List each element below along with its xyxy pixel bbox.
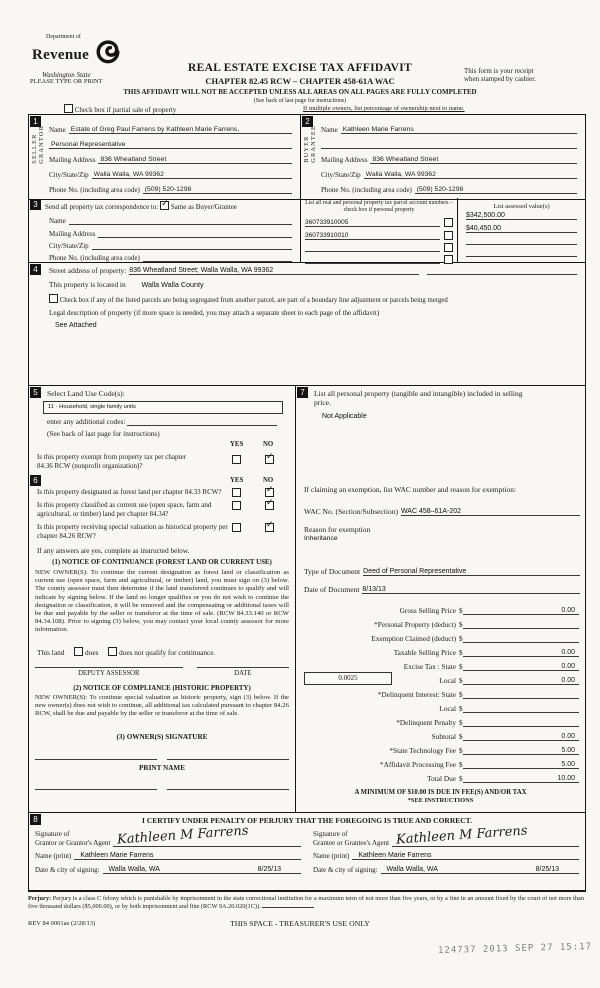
continuance-body: NEW OWNER(S): To continue the current designation as forest land or classification as current use (open space, farm and agricultural, or timber) land, you must sign on (3) below. The county assessor must then determine if the land transferred continues to qualify and will indicate by signing below. If the land no longer qualifies or you do not wish to continue the designation or classification, it will be removed and the compensating or additional taxes will be due and payable by the seller or transferor at the time of sale. (RCW 84.33.140 or RCW 84.34.108). Prior to signing (3) below, you may contact your local county assessor for more information.	[35, 569, 289, 634]
fee-value[interactable]: 0.00	[463, 607, 579, 615]
seller-mailing-value[interactable]: 836 Wheatland Street	[98, 156, 292, 164]
sec5-yes-header: YES	[230, 441, 244, 448]
cashier-stamp: 124737 2013 SEP 27 15:17	[437, 941, 593, 957]
assessed-header: List assessed value(s)	[493, 203, 550, 210]
fee-label: *Delinquent Interest: State	[377, 690, 456, 699]
section-3-marker: 3	[30, 199, 41, 210]
section-1-marker: 1	[30, 116, 41, 127]
owner-signature-line-2[interactable]	[167, 759, 289, 760]
perjury-note	[28, 895, 584, 911]
assessed-value-3[interactable]	[466, 244, 577, 245]
fee-row-delinq-local	[296, 699, 585, 713]
perjury-trailing-line	[262, 907, 314, 908]
fee-value[interactable]: 0.00	[463, 677, 579, 685]
perjury-text: Perjury is a class C felony which is punishable by imprisonment in the state correctional institution for a maximum term of not more than five years, or by a fine in an amount fixed by the court of not more than five thousand dollars ($5,000.00), or by both imprisonment and fine (RCW 9A.20.020(1C)).	[28, 895, 584, 910]
partial-sale-checkbox[interactable]	[64, 104, 73, 113]
date-label: DATE	[234, 670, 252, 677]
buyer-block	[301, 115, 585, 199]
fee-row-excise-state	[296, 657, 585, 671]
fee-value[interactable]: 5.00	[463, 747, 579, 755]
parcel-header: List all real and personal property tax parcel account numbers – check box if personal property	[305, 200, 453, 213]
fee-row-total-due	[296, 769, 585, 783]
dollar-sign: $	[459, 760, 463, 769]
grantor-city-value: Walla Walla, WA	[108, 866, 160, 873]
forest-land-question	[37, 488, 299, 497]
seller-name-label: Name	[49, 126, 66, 134]
logo-revenue-text: Revenue	[32, 47, 90, 63]
located-in-value[interactable]: Walla Walla County	[141, 280, 204, 289]
exempt-yes-checkbox[interactable]	[232, 455, 241, 464]
dor-swirl-icon	[93, 40, 123, 71]
fee-row-taxable	[296, 643, 585, 657]
perjury-bold: Perjury:	[28, 895, 52, 902]
reason-exemption-label: Reason for exemption	[304, 525, 371, 534]
compliance-title: (2) NOTICE OF COMPLIANCE (HISTORIC PROPERTY)	[73, 685, 251, 692]
header-warning: THIS AFFIDAVIT WILL NOT BE ACCEPTED UNLESS ALL AREAS ON ALL PAGES ARE FULLY COMPLETED	[123, 88, 477, 96]
grantor-signature-line[interactable]	[113, 823, 301, 848]
fee-row-tech-fee	[296, 741, 585, 755]
s3-phone-label: Phone No. (including area code)	[49, 254, 140, 262]
fee-table	[296, 601, 585, 783]
seller-name-value2[interactable]: Personal Representative	[49, 141, 292, 149]
deputy-assessor-signature-line[interactable]	[35, 667, 183, 668]
parcel-2-personal-checkbox[interactable]	[444, 231, 453, 240]
fee-value[interactable]: 5.00	[463, 761, 579, 769]
see-instructions-note: *SEE INSTRUCTIONS	[407, 797, 474, 804]
dollar-sign: $	[459, 690, 463, 699]
dollar-sign: $	[459, 634, 463, 643]
fee-row-gross	[296, 601, 585, 615]
land-use-column	[29, 385, 296, 812]
grantee-sig-label-2: Grantee or Grantee's Agent	[313, 838, 390, 847]
sec6-no-header: NO	[263, 477, 274, 484]
owners-signature-title: (3) OWNER(S) SIGNATURE	[116, 733, 208, 741]
fee-row-personal-prop	[296, 615, 585, 629]
s3-name-label: Name	[49, 217, 66, 225]
sec6-yes-header: YES	[230, 477, 244, 484]
fee-row-penalty	[296, 713, 585, 727]
parties-section	[28, 114, 586, 200]
grantor-sig-label-2: Grantor or Grantor's Agent	[35, 838, 111, 847]
receipt-note-line1: This form is your receipt	[464, 67, 534, 75]
form-title: REAL ESTATE EXCISE TAX AFFIDAVIT	[188, 62, 412, 74]
fee-label: *Personal Property (deduct)	[374, 620, 456, 629]
segregated-checkbox[interactable]	[49, 294, 58, 303]
same-as-buyer-checkbox[interactable]	[160, 201, 169, 210]
s3-city-value[interactable]	[92, 249, 292, 250]
dollar-sign: $	[459, 662, 463, 671]
grantor-name-value[interactable]: Kathleen Marie Farrens	[74, 852, 301, 860]
print-name-line-2[interactable]	[167, 789, 289, 790]
assessed-value-1[interactable]: $342,500.00	[466, 212, 577, 220]
forest-no-checkbox[interactable]	[265, 488, 274, 497]
fee-row-delinq-state	[296, 685, 585, 699]
dollar-sign: $	[459, 648, 463, 657]
buyer-mailing-label: Mailing Address	[321, 156, 368, 164]
located-in-label: This property is located in	[49, 280, 126, 289]
grantee-name-label: Name (print)	[313, 852, 350, 860]
dollar-sign: $	[459, 732, 463, 741]
tax-correspondence-section	[28, 198, 586, 263]
logo-state-line: Washington State	[42, 71, 91, 79]
dollar-sign: $	[459, 676, 463, 685]
section-7-marker: 7	[297, 387, 308, 398]
correspondence-label: Send all property tax correspondence to:	[45, 203, 159, 211]
dollar-sign: $	[459, 746, 463, 755]
wac-label: WAC No. (Section/Subsection)	[304, 507, 398, 516]
land-use-select[interactable]	[43, 401, 283, 414]
fee-row-processing-fee	[296, 755, 585, 769]
seller-phone-label: Phone No. (including area code)	[49, 186, 140, 194]
middle-section	[28, 385, 586, 813]
fee-label: Taxable Selling Price	[393, 648, 456, 657]
grantor-word: GRANTOR	[38, 125, 45, 164]
treasurer-use-label: THIS SPACE - TREASURER'S USE ONLY	[230, 919, 370, 928]
legal-description-value[interactable]: See Attached	[55, 322, 97, 329]
fee-label: Local	[439, 704, 456, 713]
dollar-sign: $	[459, 704, 463, 713]
compliance-body: NEW OWNER(S): To continue special valuation as historic property, sign (3) below. If the new owner(s) does not wish to continue, all additional tax calculated pursuant to chapter 84.26 RCW, shall be due and payable by the seller or transferor at the time of sale.	[35, 694, 289, 718]
see-back-note: (See back of last page for instructions)	[253, 98, 347, 104]
s3-mailing-value[interactable]	[98, 237, 292, 238]
continuance-qualify-line	[37, 647, 215, 657]
fee-label: Exemption Claimed (deduct)	[371, 634, 456, 643]
current-use-yes-checkbox[interactable]	[232, 501, 241, 510]
fee-label: *Delinquent Penalty	[396, 718, 456, 727]
fee-label: Gross Selling Price	[399, 606, 456, 615]
parcel-1-personal-checkbox[interactable]	[444, 218, 453, 227]
dollar-sign: $	[459, 718, 463, 727]
correspondence-block	[29, 198, 301, 262]
seller-side-label	[31, 125, 45, 164]
section-2-marker: 2	[302, 116, 313, 127]
parcel-3-personal-checkbox[interactable]	[444, 243, 453, 252]
if-yes-note: If any answers are yes, complete as instructed below.	[37, 547, 190, 555]
fee-row-local	[296, 671, 585, 685]
grantee-signature-line[interactable]	[392, 823, 579, 848]
additional-codes-label: enter any additional codes:	[47, 417, 126, 426]
land-use-label: Select Land Use Code(s):	[47, 389, 125, 398]
owner-signature-line-1[interactable]	[35, 759, 157, 760]
grantor-signature-block	[35, 823, 301, 874]
parcel-number-1[interactable]: 360733910005	[305, 219, 440, 227]
seller-block	[29, 115, 301, 199]
legal-description-label: Legal description of property (if more space is needed, you may attach a separate sheet to each page of the affidavit)	[49, 309, 380, 317]
historical-question	[37, 523, 299, 540]
this-land-label: This land	[37, 648, 65, 657]
fee-label: Subtotal	[431, 732, 456, 741]
assessed-value-2[interactable]: $40,450.00	[466, 225, 577, 233]
personal-property-label-1: List all personal property (tangible and intangible) included in selling	[314, 389, 523, 398]
grantee-word: GRANTEE	[310, 125, 317, 163]
dollar-sign: $	[459, 774, 463, 783]
buyer-name-value[interactable]: Kathleen Marie Farrens	[341, 126, 577, 134]
doc-date-label: Date of Document	[304, 585, 360, 594]
certification-section	[28, 812, 586, 892]
same-as-buyer-label: Same as Buyer/Grantee	[170, 203, 237, 211]
seller-city-value[interactable]: Walla Walla, WA 99362	[92, 171, 292, 179]
dollar-sign: $	[459, 620, 463, 629]
fee-label: Local	[439, 676, 456, 685]
doc-type-value[interactable]: Deed of Personal Representative	[363, 568, 580, 576]
grantee-date-label: Date & city of signing:	[313, 866, 378, 874]
does-label: does	[85, 648, 99, 657]
s3-mailing-label: Mailing Address	[49, 230, 96, 238]
certify-statement: I CERTIFY UNDER PENALTY OF PERJURY THAT THE FOREGOING IS TRUE AND CORRECT.	[141, 816, 472, 825]
current-use-no-checkbox[interactable]	[265, 501, 274, 510]
seller-mailing-label: Mailing Address	[49, 156, 96, 164]
fee-value[interactable]: 0.00	[463, 649, 579, 657]
receipt-note-line2: when stamped by cashier.	[464, 75, 536, 83]
historical-no-checkbox[interactable]	[265, 523, 274, 532]
does-checkbox[interactable]	[74, 647, 83, 656]
wac-value[interactable]: WAC 458–61A-202	[401, 508, 580, 516]
see-back-note-2: (See back of last page for instructions)	[47, 429, 160, 438]
buyer-mailing-value[interactable]: 836 Wheatland Street	[370, 156, 577, 164]
grantor-name-label: Name (print)	[35, 852, 72, 860]
local-rate-box: 0.0025	[304, 672, 392, 685]
grantor-signature: Kathleen M Farrens	[116, 823, 250, 848]
grantee-date-line[interactable]	[381, 866, 579, 874]
grantee-sig-label-1: Signature of	[313, 830, 348, 838]
partial-sale-label: Check box if partial sale of property	[74, 106, 177, 114]
personal-property-value[interactable]: Not Applicable	[322, 413, 367, 420]
chapter-line: CHAPTER 82.45 RCW – CHAPTER 458-61A WAC	[205, 76, 395, 86]
minimum-fee-note: A MINIMUM OF $10.00 IS DUE IN FEE(S) AND/OR TAX	[354, 789, 527, 796]
current-use-text: Is this property classified as current use (open space, farm and agricultural, or timber) land per chapter 84.34?	[37, 501, 212, 518]
grantor-date-label: Date & city of signing:	[35, 866, 100, 874]
dollar-sign: $	[459, 606, 463, 615]
street-address-value[interactable]: 836 Wheatland Street; Walla Walla, WA 99362	[129, 267, 419, 275]
grantee-signature: Kathleen M Farrens	[395, 823, 529, 848]
grantee-date-value: 8/25/13	[535, 866, 559, 873]
parcel-numbers-block	[301, 198, 458, 262]
exempt-question-line2: 84.36 RCW (nonprofit organization)?	[37, 461, 143, 470]
type-or-print-note: PLEASE TYPE OR PRINT	[30, 78, 103, 85]
exempt-question	[37, 453, 299, 470]
s3-city-label: City/State/Zip	[49, 242, 89, 250]
buyer-name-value2[interactable]	[321, 148, 577, 149]
grantor-date-line[interactable]	[103, 866, 301, 874]
exempt-no-checkbox[interactable]	[265, 455, 274, 464]
property-address-section	[28, 262, 586, 386]
buyer-word: BUYER	[303, 135, 310, 163]
buyer-side-label	[303, 125, 317, 163]
grantee-signature-block	[313, 823, 579, 874]
sec5-no-header: NO	[263, 441, 274, 448]
s3-name-value[interactable]	[69, 224, 292, 225]
section-8-marker: 8	[30, 814, 41, 825]
personal-property-label-2: price.	[314, 398, 331, 407]
print-name-label: PRINT NAME	[139, 764, 185, 772]
seller-city-label: City/State/Zip	[49, 171, 89, 179]
seller-name-value[interactable]: Estate of Greg Paul Farrens by Kathleen Marie Farrens,	[69, 126, 292, 134]
grantor-sig-label-1: Signature of	[35, 830, 70, 838]
street-address-label: Street address of property:	[49, 266, 127, 275]
deputy-assessor-label: DEPUTY ASSESSOR	[78, 670, 140, 677]
fee-label: *State Technology Fee	[389, 746, 456, 755]
historical-yes-checkbox[interactable]	[232, 523, 241, 532]
fee-row-subtotal	[296, 727, 585, 741]
does-not-label: does not qualify for continuance.	[119, 648, 216, 657]
section-5-marker: 5	[30, 387, 41, 398]
buyer-city-value[interactable]: Walla Walla, WA 99362	[364, 171, 577, 179]
section-6-marker: 6	[30, 475, 41, 486]
tax-computation-column	[296, 385, 585, 812]
doc-type-label: Type of Document	[304, 567, 361, 576]
print-name-line-1[interactable]	[35, 789, 157, 790]
buyer-city-label: City/State/Zip	[321, 171, 361, 179]
exempt-question-line1: Is this property exempt from property tax per chapter	[37, 453, 186, 461]
grantor-date-value: 8/25/13	[257, 866, 281, 873]
deputy-date-line[interactable]	[197, 667, 289, 668]
segregated-label: Check box if any of the listed parcels are being segregated from another parcel, are part of a boundary line adjustment or parcels being merged	[59, 297, 448, 304]
fee-value[interactable]: 10.00	[463, 775, 579, 783]
historical-text: Is this property receiving special valuation as historical property per chapter 84.26 RCW?	[37, 523, 228, 540]
assessed-value-4[interactable]	[466, 256, 577, 257]
does-not-checkbox[interactable]	[108, 647, 117, 656]
land-use-value: 11 - Household, single family units	[48, 404, 136, 410]
forest-yes-checkbox[interactable]	[232, 488, 241, 497]
parcel-number-2[interactable]: 360733910010	[305, 232, 440, 240]
fee-row-exemption	[296, 629, 585, 643]
exemption-claim-label: If claiming an exemption, list WAC number and reason for exemption:	[304, 485, 517, 494]
parcel-number-3[interactable]	[305, 251, 440, 252]
grantee-name-value[interactable]: Kathleen Marie Farrens	[352, 852, 579, 860]
continuance-title: (1) NOTICE OF CONTINUANCE (FOREST LAND OR CURRENT USE)	[52, 559, 272, 566]
additional-codes-value[interactable]	[127, 425, 277, 426]
forest-land-text: Is this property designated as forest land per chapter 84.33 RCW?	[37, 488, 222, 496]
fee-label: Excise Tax : State	[403, 662, 456, 671]
current-use-question	[37, 501, 299, 518]
grantee-city-value: Walla Walla, WA	[386, 866, 438, 873]
reason-exemption-value[interactable]: Inheritance	[304, 535, 338, 542]
form-rev-number: REV 84 0001ae (2/28/13)	[28, 920, 96, 927]
doc-date-value[interactable]: 8/13/13	[362, 586, 580, 594]
buyer-phone-label: Phone No. (including area code)	[321, 186, 412, 194]
seller-phone-value[interactable]: (509) 520-1298	[143, 186, 292, 194]
fee-label: Total Due	[427, 774, 456, 783]
buyer-phone-value[interactable]: (509) 520-1298	[415, 186, 577, 194]
multiple-owners-note: If multiple owners, list percentage of ownership next to name.	[303, 105, 465, 112]
fee-value[interactable]: 0.00	[463, 733, 579, 741]
fee-label: *Affidavit Processing Fee	[379, 760, 456, 769]
buyer-name-label: Name	[321, 126, 338, 134]
logo-dept-line: Department of	[46, 34, 81, 40]
assessed-values-block	[458, 198, 585, 262]
fee-value[interactable]: 0.00	[463, 663, 579, 671]
section-4-marker: 4	[30, 264, 41, 275]
seller-word: SELLER	[31, 133, 38, 164]
